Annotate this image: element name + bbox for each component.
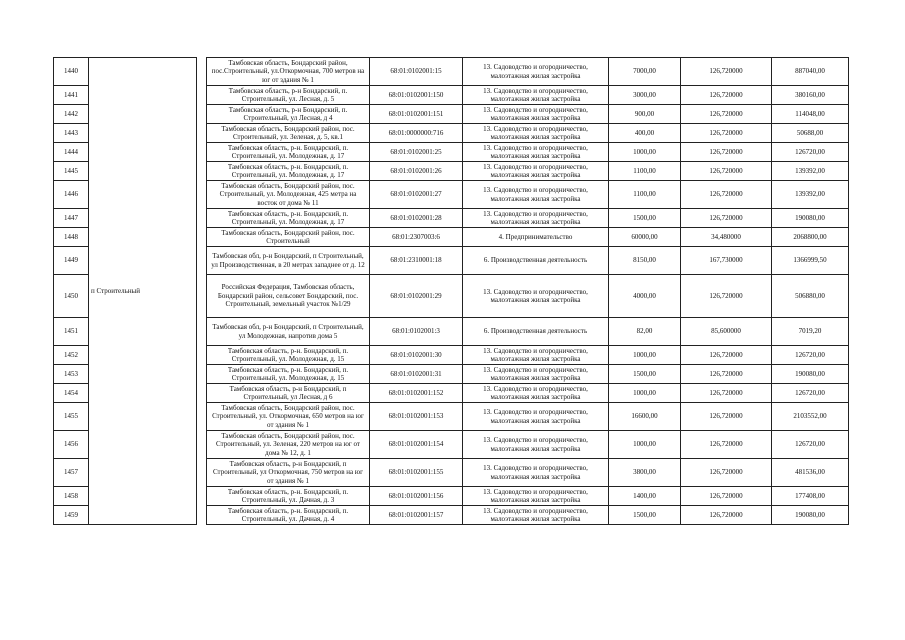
- cadastral-number-cell: 68:01:0102001:150: [370, 86, 463, 105]
- cadastral-value-cell: 126720,00: [772, 346, 849, 365]
- cadastral-number-cell: 68:01:0102001:156: [370, 487, 463, 506]
- address-cell: Тамбовская обл, р-н Бондарский, п Строительный, ул Производственная, в 20 метрах западнее от д. 12: [207, 247, 370, 275]
- cadastral-number-cell: 68:01:0102001:27: [370, 181, 463, 209]
- cadastral-value-cell: 126720,00: [772, 384, 849, 403]
- land-use-cell: 13. Садоводство и огородничество, малоэтажная жилая застройка: [463, 143, 609, 162]
- area-cell: 3000,00: [609, 86, 681, 105]
- area-cell: 1000,00: [609, 346, 681, 365]
- land-use-cell: 13. Садоводство и огородничество, малоэтажная жилая застройка: [463, 162, 609, 181]
- area-cell: 8150,00: [609, 247, 681, 275]
- row-number: 1450: [54, 275, 89, 318]
- address-cell: Тамбовская область, Бондарский район, пос. Строительный, ул. Молодежная, 425 метра на восток от дома № 11: [207, 181, 370, 209]
- specific-value-cell: 126,720000: [681, 58, 772, 86]
- cadastral-value-cell: 114048,00: [772, 105, 849, 124]
- address-cell: Тамбовская область, р-н Бондарский, п Строительный, ул Откормочная, 750 метров на юг от здания № 1: [207, 459, 370, 487]
- cadastral-number-cell: 68:01:0102001:155: [370, 459, 463, 487]
- specific-value-cell: 126,720000: [681, 181, 772, 209]
- specific-value-cell: 126,720000: [681, 124, 772, 143]
- table-row: [54, 58, 849, 86]
- cadastral-value-table: [53, 57, 849, 525]
- row-number: 1447: [54, 209, 89, 228]
- row-number: 1448: [54, 228, 89, 247]
- land-use-cell: 13. Садоводство и огородничество, малоэтажная жилая застройка: [463, 365, 609, 384]
- land-use-cell: 13. Садоводство и огородничество, малоэтажная жилая застройка: [463, 275, 609, 318]
- area-cell: 4000,00: [609, 275, 681, 318]
- specific-value-cell: 126,720000: [681, 346, 772, 365]
- specific-value-cell: 126,720000: [681, 275, 772, 318]
- cadastral-number-cell: 68:01:0102001:3: [370, 318, 463, 346]
- specific-value-cell: 167,730000: [681, 247, 772, 275]
- specific-value-cell: 126,720000: [681, 162, 772, 181]
- specific-value-cell: 126,720000: [681, 86, 772, 105]
- land-use-cell: 6. Производственная деятельность: [463, 318, 609, 346]
- cadastral-value-cell: 190080,00: [772, 209, 849, 228]
- cadastral-value-cell: 481536,00: [772, 459, 849, 487]
- cadastral-value-cell: 506880,00: [772, 275, 849, 318]
- row-number: 1456: [54, 431, 89, 459]
- row-number: 1446: [54, 181, 89, 209]
- cadastral-value-cell: 190080,00: [772, 506, 849, 525]
- address-cell: Тамбовская область, р-н Бондарский, п Строительный, ул Лесная, д 6: [207, 384, 370, 403]
- address-cell: Тамбовская область, р-н Бондарский, п. Строительный, ул Лесная, д 4: [207, 105, 370, 124]
- specific-value-cell: 126,720000: [681, 209, 772, 228]
- cadastral-number-cell: 68:01:0102001:30: [370, 346, 463, 365]
- cadastral-value-cell: 2068800,00: [772, 228, 849, 247]
- address-cell: Тамбовская область, р-н. Бондарский, п. Строительный, ул. Молодежная, д. 17: [207, 162, 370, 181]
- row-number: 1452: [54, 346, 89, 365]
- specific-value-cell: 126,720000: [681, 384, 772, 403]
- specific-value-cell: 126,720000: [681, 143, 772, 162]
- cadastral-value-cell: 887040,00: [772, 58, 849, 86]
- address-cell: Тамбовская область, р-н. Бондарский, п. Строительный, ул. Дачная, д. 4: [207, 506, 370, 525]
- cadastral-number-cell: 68:01:0102001:157: [370, 506, 463, 525]
- area-cell: 900,00: [609, 105, 681, 124]
- specific-value-cell: 126,720000: [681, 105, 772, 124]
- row-number: 1454: [54, 384, 89, 403]
- land-use-cell: 13. Садоводство и огородничество, малоэтажная жилая застройка: [463, 209, 609, 228]
- land-use-cell: 4. Предпринимательство: [463, 228, 609, 247]
- area-cell: 1500,00: [609, 209, 681, 228]
- row-number: 1453: [54, 365, 89, 384]
- address-cell: Тамбовская область, р-н Бондарский, п. Строительный, ул. Лесная, д. 5: [207, 86, 370, 105]
- address-cell: Тамбовская область, р-н. Бондарский, п. Строительный, ул. Молодежная, д. 17: [207, 143, 370, 162]
- land-use-cell: 13. Садоводство и огородничество, малоэтажная жилая застройка: [463, 431, 609, 459]
- address-cell: Тамбовская область, р-н. Бондарский, п. Строительный, ул. Молодежная, д. 15: [207, 346, 370, 365]
- area-cell: 60000,00: [609, 228, 681, 247]
- land-use-cell: 13. Садоводство и огородничество, малоэтажная жилая застройка: [463, 124, 609, 143]
- area-cell: 1500,00: [609, 365, 681, 384]
- area-cell: 3800,00: [609, 459, 681, 487]
- address-cell: Российская Федерация, Тамбовская область, Бондарский район, сельсовет Бондарский, пос. Строительный, земельный участок №1/29: [207, 275, 370, 318]
- specific-value-cell: 34,480000: [681, 228, 772, 247]
- area-cell: 7000,00: [609, 58, 681, 86]
- table-body: [54, 58, 849, 525]
- land-use-cell: 13. Садоводство и огородничество, малоэтажная жилая застройка: [463, 105, 609, 124]
- area-cell: 16600,00: [609, 403, 681, 431]
- cadastral-value-cell: 7019,20: [772, 318, 849, 346]
- cadastral-number-cell: 68:01:0102001:28: [370, 209, 463, 228]
- row-number: 1455: [54, 403, 89, 431]
- specific-value-cell: 85,600000: [681, 318, 772, 346]
- area-cell: 1000,00: [609, 143, 681, 162]
- row-number: 1442: [54, 105, 89, 124]
- address-cell: Тамбовская область, р-н. Бондарский, п. Строительный, ул. Молодежная, д. 15: [207, 365, 370, 384]
- area-cell: 1100,00: [609, 162, 681, 181]
- row-number: 1458: [54, 487, 89, 506]
- land-use-cell: 13. Садоводство и огородничество, малоэтажная жилая застройка: [463, 58, 609, 86]
- land-use-cell: 13. Садоводство и огородничество, малоэтажная жилая застройка: [463, 86, 609, 105]
- row-number: 1451: [54, 318, 89, 346]
- row-number: 1441: [54, 86, 89, 105]
- cadastral-value-cell: 1366999,50: [772, 247, 849, 275]
- cadastral-value-cell: 50688,00: [772, 124, 849, 143]
- specific-value-cell: 126,720000: [681, 431, 772, 459]
- cadastral-number-cell: 68:01:2307003:6: [370, 228, 463, 247]
- cadastral-value-cell: 126720,00: [772, 431, 849, 459]
- cadastral-number-cell: 68:01:0102001:154: [370, 431, 463, 459]
- land-use-cell: 6. Производственная деятельность: [463, 247, 609, 275]
- locality-cell: п Строительный: [89, 58, 197, 525]
- row-number: 1457: [54, 459, 89, 487]
- cadastral-number-cell: 68:01:0102001:29: [370, 275, 463, 318]
- row-number: 1459: [54, 506, 89, 525]
- cadastral-number-cell: 68:01:0102001:31: [370, 365, 463, 384]
- column-gap: [197, 58, 207, 525]
- cadastral-number-cell: 68:01:0102001:153: [370, 403, 463, 431]
- area-cell: 1400,00: [609, 487, 681, 506]
- address-cell: Тамбовская область, Бондарский район, пос. Строительный: [207, 228, 370, 247]
- address-cell: Тамбовская обл, р-н Бондарский, п Строительный, ул Молодежная, напротив дома 5: [207, 318, 370, 346]
- area-cell: 1000,00: [609, 431, 681, 459]
- row-number: 1443: [54, 124, 89, 143]
- address-cell: Тамбовская область, р-н. Бондарский, п. Строительный, ул. Дачная, д. 3: [207, 487, 370, 506]
- specific-value-cell: 126,720000: [681, 403, 772, 431]
- land-use-cell: 13. Садоводство и огородничество, малоэтажная жилая застройка: [463, 346, 609, 365]
- row-number: 1445: [54, 162, 89, 181]
- cadastral-number-cell: 68:01:0102001:152: [370, 384, 463, 403]
- cadastral-number-cell: 68:01:0102001:26: [370, 162, 463, 181]
- address-cell: Тамбовская область, Бондарский район, пос.Строительный, ул.Откормочная, 700 метров на юг от здания № 1: [207, 58, 370, 86]
- specific-value-cell: 126,720000: [681, 487, 772, 506]
- specific-value-cell: 126,720000: [681, 506, 772, 525]
- address-cell: Тамбовская область, Бондарский район, пос. Строительный, ул. Откормочная, 650 метров на юг от здания № 1: [207, 403, 370, 431]
- address-cell: Тамбовская область, Бондарский район, пос. Строительный, ул. Зеленая, 220 метров на юг от дома № 12, д. 1: [207, 431, 370, 459]
- land-use-cell: 13. Садоводство и огородничество, малоэтажная жилая застройка: [463, 459, 609, 487]
- land-use-cell: 13. Садоводство и огородничество, малоэтажная жилая застройка: [463, 506, 609, 525]
- row-number: 1440: [54, 58, 89, 86]
- cadastral-value-cell: 177408,00: [772, 487, 849, 506]
- row-number: 1449: [54, 247, 89, 275]
- address-cell: Тамбовская область, Бондарский район, пос. Строительный, ул. Зеленая, д. 5, кв.1: [207, 124, 370, 143]
- land-use-cell: 13. Садоводство и огородничество, малоэтажная жилая застройка: [463, 403, 609, 431]
- cadastral-value-cell: 2103552,00: [772, 403, 849, 431]
- address-cell: Тамбовская область, р-н. Бондарский, п. Строительный, ул. Молодежная, д. 17: [207, 209, 370, 228]
- cadastral-value-cell: 139392,00: [772, 181, 849, 209]
- cadastral-number-cell: 68:01:0102001:25: [370, 143, 463, 162]
- land-use-cell: 13. Садоводство и огородничество, малоэтажная жилая застройка: [463, 487, 609, 506]
- cadastral-value-cell: 126720,00: [772, 143, 849, 162]
- specific-value-cell: 126,720000: [681, 365, 772, 384]
- cadastral-number-cell: 68:01:0102001:151: [370, 105, 463, 124]
- cadastral-number-cell: 68:01:0000000:716: [370, 124, 463, 143]
- cadastral-value-cell: 139392,00: [772, 162, 849, 181]
- area-cell: 82,00: [609, 318, 681, 346]
- area-cell: 1500,00: [609, 506, 681, 525]
- cadastral-number-cell: 68:01:0102001:15: [370, 58, 463, 86]
- cadastral-value-cell: 190080,00: [772, 365, 849, 384]
- area-cell: 1100,00: [609, 181, 681, 209]
- row-number: 1444: [54, 143, 89, 162]
- cadastral-value-cell: 380160,00: [772, 86, 849, 105]
- area-cell: 400,00: [609, 124, 681, 143]
- specific-value-cell: 126,720000: [681, 459, 772, 487]
- land-use-cell: 13. Садоводство и огородничество, малоэтажная жилая застройка: [463, 384, 609, 403]
- area-cell: 1000,00: [609, 384, 681, 403]
- cadastral-number-cell: 68:01:2310001:18: [370, 247, 463, 275]
- land-use-cell: 13. Садоводство и огородничество, малоэтажная жилая застройка: [463, 181, 609, 209]
